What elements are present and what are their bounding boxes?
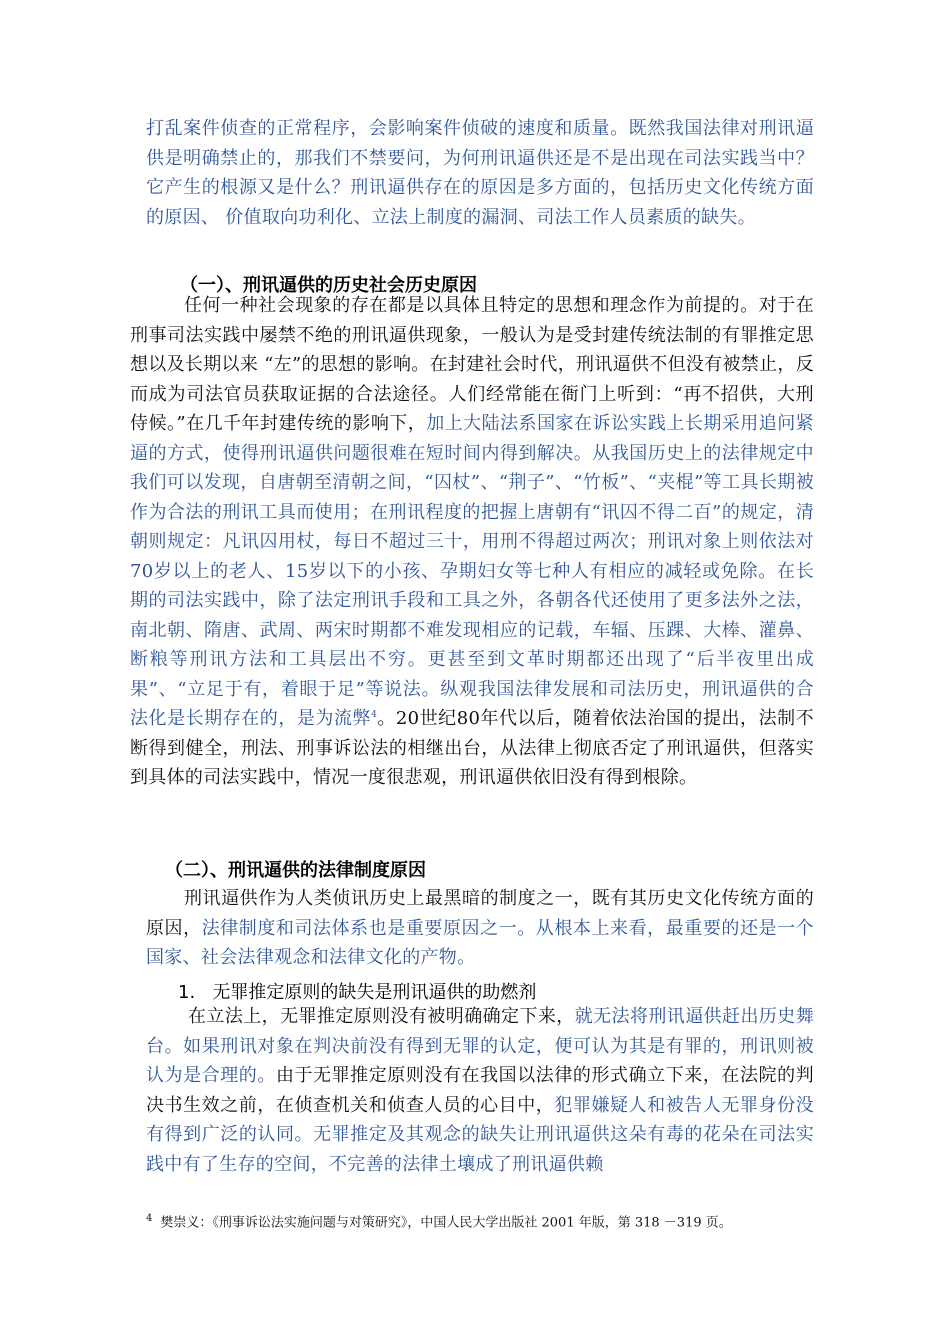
paragraph-history-text-c: 在刑讯程度的把握上唐朝有“讯囚不得二百”的规定，清朝则规定：凡讯囚用杖，每日不超过三十，用刑不得超过两次；刑讯对象上则依法对70岁以上的老人、15岁以下的小孩、孕期妇女等七种人有相应的减轻或免除。 [130,501,814,582]
paragraph-history-text-f: 。20世纪80年代以后，随着依法治国的提出，法制不断得到健全，刑法、刑事诉讼法的相继出台，从法律上彻底否定了刑讯逼供，但落实到具体的司法实践中，情况一度很悲观，刑讯逼供依旧没有得到根除。 [130,708,814,788]
paragraph-presumption-text-a: 在立法上，无罪推定原则没有被明确确定下来， [188,1006,575,1027]
paragraph-history-text-b: 加上大陆法系国家在诉讼实践上长期采用追问紧逼的方式，使得刑讯逼供问题很难在短时间内得到解决。从我国历史上的法律规定中我们可以发现，自唐朝至清朝之间，“囚杖”、“荆子”、“竹板”、“夹棍”等工具长期被作为合法的刑讯工具而使用； [130,413,814,523]
paragraph-history [130,291,814,793]
footnote [146,1209,846,1233]
paragraph-legal [146,884,814,973]
footnote-text: 樊崇义：《刑事诉讼法实施问题与对策研究》，中国人民大学出版社 2001 年版，第 318 －319 页。 [160,1215,732,1231]
paragraph-intro-text: 打乱案件侦查的正常程序，会影响案件侦破的速度和质量。既然我国法律对刑讯逼供是明确禁止的，那我们不禁要问，为何刑讯逼供还是不是出现在司法实践当中？它产生的根源又是什么？刑讯逼供存在的原因是多方面的，包括历史文化传统方面的原因、 价值取向功利化、立法上制度的漏洞、司法工作人员素质的缺失。 [146,118,814,228]
footnote-reference: 4 [371,710,378,720]
paragraph-history-text-a: 任何一种社会现象的存在都是以具体且特定的思想和理念作为前提的。对于在刑事司法实践中屡禁不绝的刑讯逼供现象，一般认为是受封建传统法制的有罪推定思想以及长期以来 “左”的思想的影响。在封建社会时代，刑讯逼供不但没有被禁止，反而成为司法官员获取证据的合法途径。人们经常能在衙门上听到：“再不招供，大刑侍候。”在几千年封建传统的影响下， [130,295,814,434]
paragraph-intro [146,114,814,232]
paragraph-presumption-text-c: 由于无罪推定原则没有在我国以法律的形式确立下来，在法院的判决书生效之前，在侦查机关和侦查人员的心目中， [146,1065,814,1116]
subsection-heading-text: 无罪推定原则的缺失是刑讯逼供的助燃剂 [212,982,537,1003]
paragraph-presumption-text-d: 犯罪嫌疑人和被告人无罪身份没有得到广泛的认同。无罪推定及其观念的缺失让刑讯逼供这朵有毒的花朵在司法实践中有了生存的空间，不完善的法律土壤成了刑讯逼供赖 [146,1094,814,1175]
footnote-number: 4 [146,1213,153,1224]
paragraph-legal-text-a: 刑讯逼供作为人类侦讯历史上最黑暗的制度之一，既有其历史文化传统方面的原因， [146,888,814,939]
section-heading-2-text: （二）、刑讯逼供的法律制度原因 [165,860,426,881]
subsection-heading-number: 1. [178,982,196,1003]
section-heading-2 [165,858,426,884]
paragraph-legal-text-b: 法律制度和司法体系也是重要原因之一。从根本上来看，最重要的还是一个国家、社会法律观念和法律文化的产物。 [146,917,814,968]
paragraph-presumption [146,1002,814,1179]
paragraph-presumption-text-b: 就无法将刑讯逼供赶出历史舞台。如果刑讯对象在判决前没有得到无罪的认定，便可认为其是有罪的，刑讯则被认为是合理的。 [146,1006,814,1086]
paragraph-history-text-d: 在长期的司法实践中，除了法定刑讯手段和工具之外，各朝各代还使用了更多法外之法，南北朝、隋唐、武周、两宋时期都不难发现相应的记载，车辐、压踝、大棒、灌鼻、断粮等刑讯方法和工具层出不穷。更甚至到文革时期都还出现了“后半夜里出成果”、“立足于有，着眼于足”等说法。纵观我国法律发展和司法历史，刑讯逼供的合法化是长期存在的，是为流弊 [130,560,814,729]
section-heading-1-text: （一）、刑讯逼供的历史社会历史原因 [180,275,477,296]
